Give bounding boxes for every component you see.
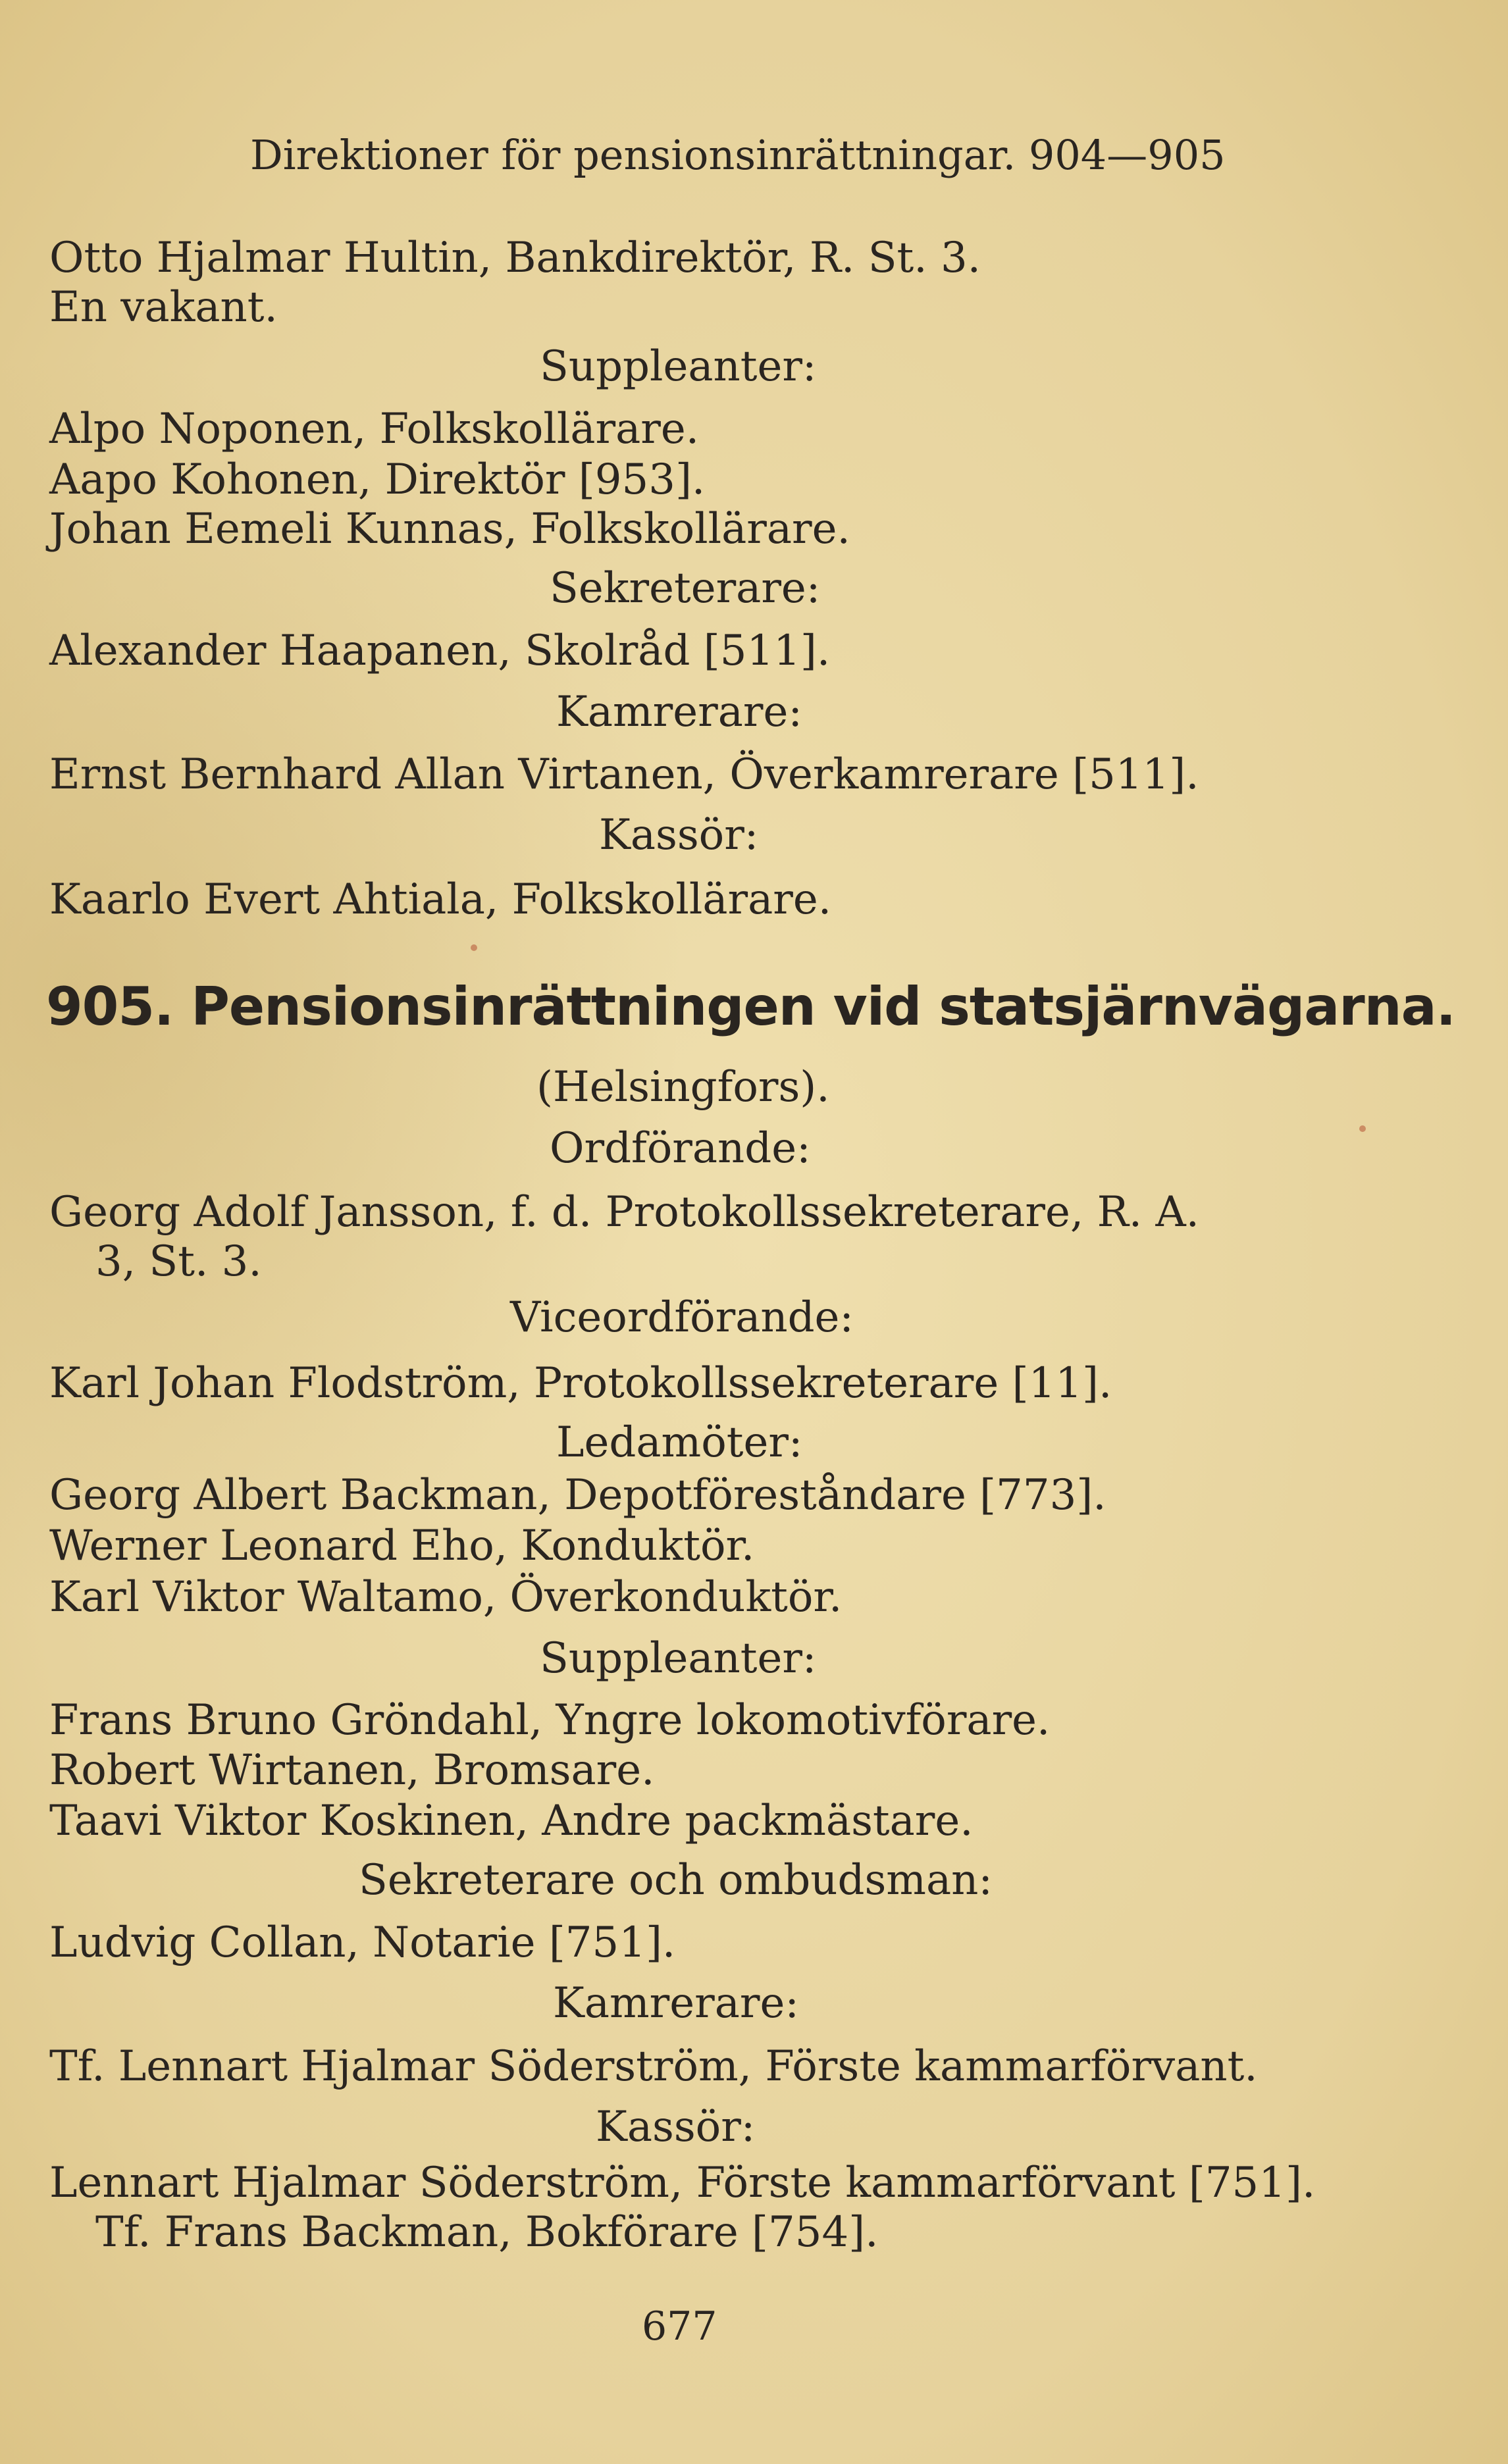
sekreterare-line: Alexander Haapanen, Skolråd [511]. — [49, 627, 831, 675]
suppleant-line: Aapo Kohonen, Direktör [953]. — [49, 455, 706, 504]
ordforande-line-cont: 3, St. 3. — [95, 1237, 262, 1286]
heading-suppleanter: Suppleanter: — [540, 342, 817, 391]
kassor-line: Lennart Hjalmar Söderström, Förste kammarförvant [751]. — [49, 2159, 1316, 2207]
kassor-line-cont: Tf. Frans Backman, Bokförare [754]. — [95, 2208, 879, 2257]
ledamot-line: Karl Viktor Waltamo, Överkonduktör. — [49, 1573, 843, 1622]
suppleant-line: Johan Eemeli Kunnas, Folkskollärare. — [49, 505, 850, 553]
heading-ordforande: Ordförande: — [550, 1124, 811, 1173]
foxing-spot — [471, 944, 477, 951]
suppleant-line: Frans Bruno Gröndahl, Yngre lokomotivförare. — [49, 1696, 1051, 1745]
sekreterare-line: Ludvig Collan, Notarie [751]. — [49, 1918, 676, 1967]
section-title: 905. Pensionsinrättningen vid statsjärnvägarna. — [46, 976, 1455, 1037]
kamrerare-line: Ernst Bernhard Allan Virtanen, Överkamrerare [511]. — [49, 750, 1199, 799]
heading-sekreterare-ombudsman: Sekreterare och ombudsman: — [359, 1856, 993, 1905]
ledamot-line: Werner Leonard Eho, Konduktör. — [49, 1522, 755, 1570]
running-head: Direktioner för pensionsinrättningar. 904—905 — [250, 131, 1226, 179]
member-line: En vakant. — [49, 283, 278, 332]
foxing-spot — [1359, 1125, 1366, 1132]
page-number: 677 — [642, 2303, 717, 2349]
suppleant-line: Robert Wirtanen, Bromsare. — [49, 1746, 655, 1795]
kassor-line: Kaarlo Evert Ahtiala, Folkskollärare. — [49, 875, 832, 924]
ordforande-line: Georg Adolf Jansson, f. d. Protokollssekreterare, R. A. — [49, 1188, 1199, 1237]
ledamot-line: Georg Albert Backman, Depotföreståndare [773]. — [49, 1471, 1106, 1520]
heading-kamrerare-905: Kamrerare: — [553, 1979, 799, 2028]
viceordforande-line: Karl Johan Flodström, Protokollssekreterare [11]. — [49, 1359, 1112, 1408]
section-location: (Helsingfors). — [536, 1063, 830, 1112]
kamrerare-line: Tf. Lennart Hjalmar Söderström, Förste kammarförvant. — [49, 2042, 1258, 2091]
heading-viceordforande: Viceordförande: — [510, 1293, 854, 1342]
member-line: Otto Hjalmar Hultin, Bankdirektör, R. St. 3. — [49, 234, 981, 282]
heading-kamrerare: Kamrerare: — [556, 688, 802, 736]
suppleant-line: Taavi Viktor Koskinen, Andre packmästare. — [49, 1797, 974, 1845]
heading-kassor-905: Kassör: — [596, 2103, 756, 2151]
heading-suppleanter-905: Suppleanter: — [540, 1634, 817, 1683]
suppleant-line: Alpo Noponen, Folkskollärare. — [49, 405, 700, 453]
heading-ledamoter: Ledamöter: — [556, 1418, 803, 1467]
heading-kassor: Kassör: — [599, 811, 759, 860]
heading-sekreterare: Sekreterare: — [550, 564, 821, 613]
